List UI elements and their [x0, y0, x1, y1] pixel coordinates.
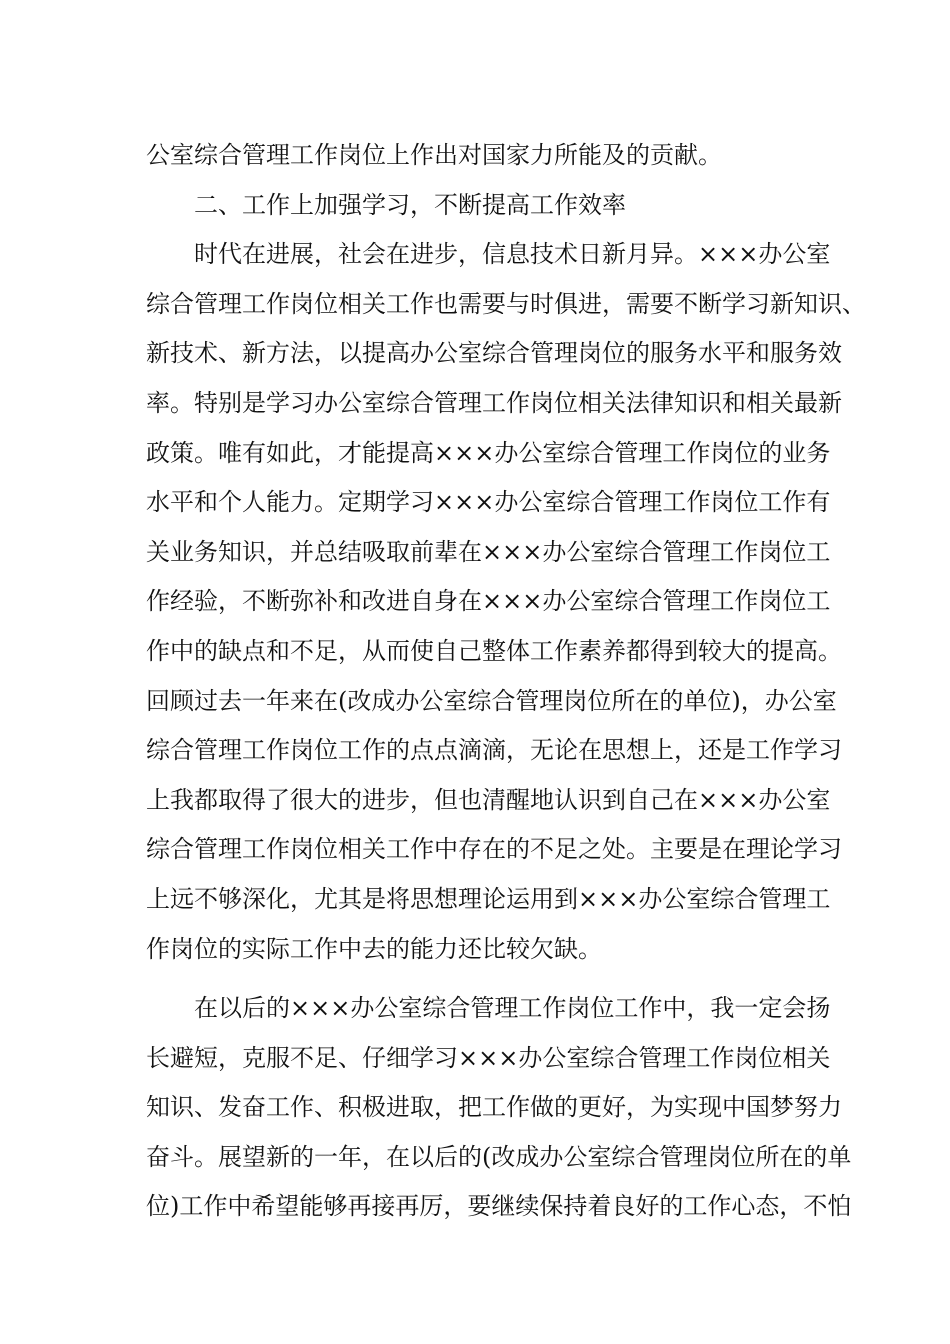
- text-line: 作中的缺点和不足，从而使自己整体工作素养都得到较大的提高。: [146, 636, 842, 665]
- text-line: 作经验，不断弥补和改进自身在×××办公室综合管理工作岗位工: [146, 587, 831, 616]
- text-line: 知识、发奋工作、积极进取，把工作做的更好，为实现中国梦努力: [146, 1093, 842, 1122]
- text-line: 公室综合管理工作岗位上作出对国家力所能及的贡献。: [146, 141, 722, 169]
- text-line: 上我都取得了很大的进步，但也清醒地认识到自己在×××办公室: [146, 785, 831, 814]
- paragraph-3: [146, 230, 866, 974]
- text-line: 率。特别是学习办公室综合管理工作岗位相关法律知识和相关最新: [146, 388, 842, 417]
- paragraph-1: [146, 131, 826, 181]
- text-line: 政策。唯有如此，才能提高×××办公室综合管理工作岗位的业务: [146, 438, 831, 467]
- text-line: 综合管理工作岗位相关工作也需要与时俱进，需要不断学习新知识、: [146, 289, 866, 318]
- document-body: [146, 131, 866, 1232]
- text-line: 综合管理工作岗位相关工作中存在的不足之处。主要是在理论学习: [146, 835, 842, 864]
- text-line: 时代在进展，社会在进步，信息技术日新月异。×××办公室: [194, 240, 831, 269]
- text-line: 综合管理工作岗位工作的点点滴滴，无论在思想上，还是工作学习: [146, 736, 842, 765]
- text-line: 作岗位的实际工作中去的能力还比较欠缺。: [146, 934, 602, 963]
- text-line: 关业务知识，并总结吸取前辈在×××办公室综合管理工作岗位工: [146, 537, 831, 566]
- paragraph-2-heading: [146, 181, 826, 231]
- text-line: 在以后的×××办公室综合管理工作岗位工作中，我一定会扬: [194, 994, 831, 1023]
- text-line: 新技术、新方法，以提高办公室综合管理岗位的服务水平和服务效: [146, 339, 842, 368]
- text-line: 上远不够深化，尤其是将思想理论运用到×××办公室综合管理工: [146, 884, 831, 913]
- paragraph-spacer: [146, 974, 826, 984]
- text-line: 水平和个人能力。定期学习×××办公室综合管理工作岗位工作有: [146, 488, 831, 517]
- paragraph-4: [146, 984, 852, 1232]
- text-line: 奋斗。展望新的一年，在以后的(改成办公室综合管理岗位所在的单: [146, 1142, 852, 1171]
- text-line: 回顾过去一年来在(改成办公室综合管理岗位所在的单位)，办公室: [146, 686, 837, 715]
- text-line: 位)工作中希望能够再接再厉，要继续保持着良好的工作心态，不怕: [146, 1192, 852, 1221]
- section-heading: 二、工作上加强学习，不断提高工作效率: [194, 190, 626, 219]
- text-line: 长避短，克服不足、仔细学习×××办公室综合管理工作岗位相关: [146, 1043, 831, 1072]
